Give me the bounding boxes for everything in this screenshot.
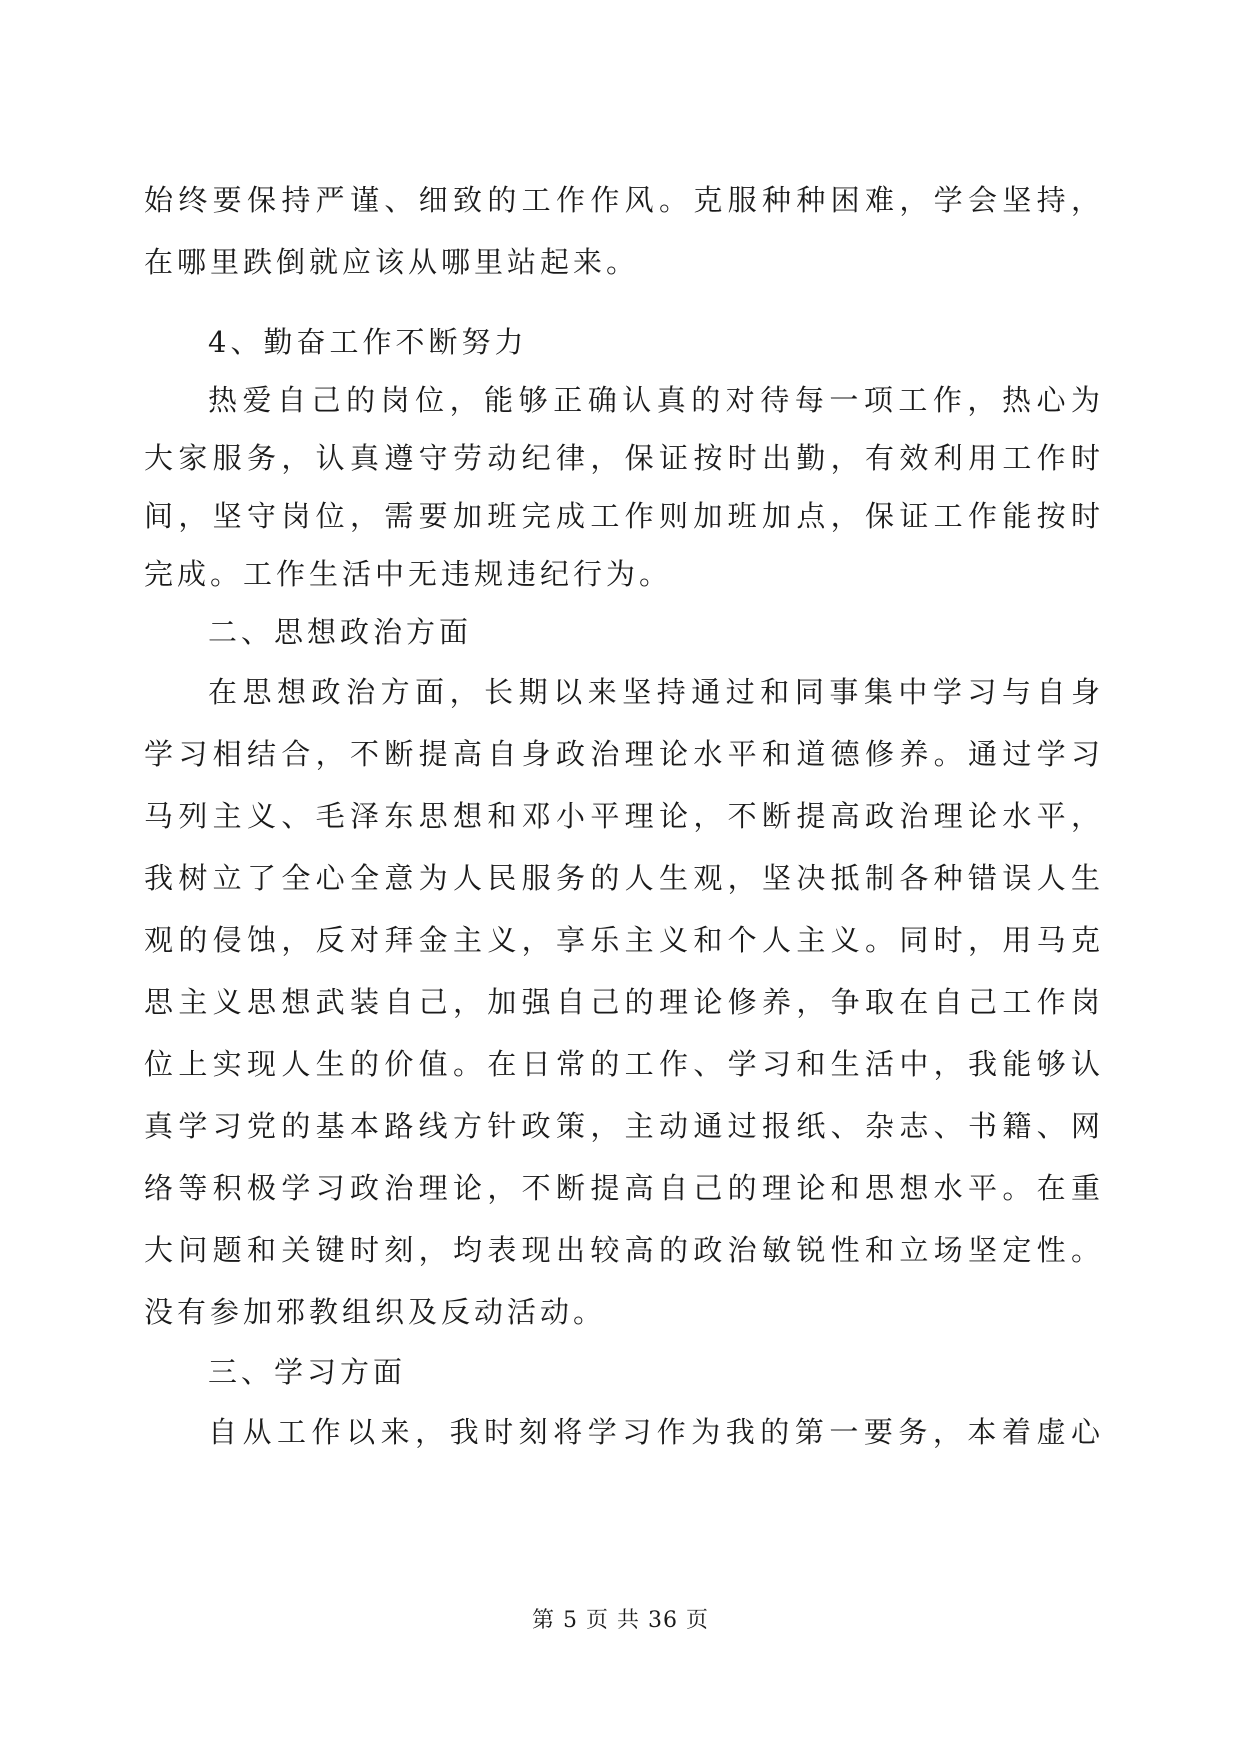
text-line: 观的侵蚀，反对拜金主义，享乐主义和个人主义。同时，用马克 <box>144 923 1100 957</box>
text-line: 学习相结合，不断提高自身政治理论水平和道德修养。通过学习 <box>144 737 1100 771</box>
text-line: 大问题和关键时刻，均表现出较高的政治敏锐性和立场坚定性。 <box>144 1233 1100 1267</box>
section-heading: 二、思想政治方面 <box>208 615 473 649</box>
text-line: 自从工作以来，我时刻将学习作为我的第一要务，本着虚心 <box>208 1415 1100 1449</box>
page-footer: 第 5 页 共 36 页 <box>532 1608 709 1633</box>
text-line: 在哪里跌倒就应该从哪里站起来。 <box>144 245 640 279</box>
text-line: 络等积极学习政治理论，不断提高自己的理论和思想水平。在重 <box>144 1171 1100 1205</box>
text-line: 大家服务，认真遵守劳动纪律，保证按时出勤，有效利用工作时 <box>144 441 1100 475</box>
text-line: 马列主义、毛泽东思想和邓小平理论，不断提高政治理论水平， <box>144 799 1100 833</box>
text-line: 始终要保持严谨、细致的工作作风。克服种种困难，学会坚持， <box>144 183 1100 217</box>
text-line: 我树立了全心全意为人民服务的人生观，坚决抵制各种错误人生 <box>144 861 1100 895</box>
section-heading: 三、学习方面 <box>208 1355 407 1389</box>
text-line: 真学习党的基本路线方针政策，主动通过报纸、杂志、书籍、网 <box>144 1109 1100 1143</box>
text-line: 间，坚守岗位，需要加班完成工作则加班加点，保证工作能按时 <box>144 499 1100 533</box>
section-heading: 4、勤奋工作不断努力 <box>208 325 528 359</box>
text-line: 思主义思想武装自己，加强自己的理论修养，争取在自己工作岗 <box>144 985 1100 1019</box>
text-line: 完成。工作生活中无违规违纪行为。 <box>144 557 673 591</box>
text-line: 没有参加邪教组织及反动活动。 <box>144 1295 607 1329</box>
text-line: 位上实现人生的价值。在日常的工作、学习和生活中，我能够认 <box>144 1047 1100 1081</box>
text-line: 热爱自己的岗位，能够正确认真的对待每一项工作，热心为 <box>208 383 1100 417</box>
text-line: 在思想政治方面，长期以来坚持通过和同事集中学习与自身 <box>208 675 1100 709</box>
